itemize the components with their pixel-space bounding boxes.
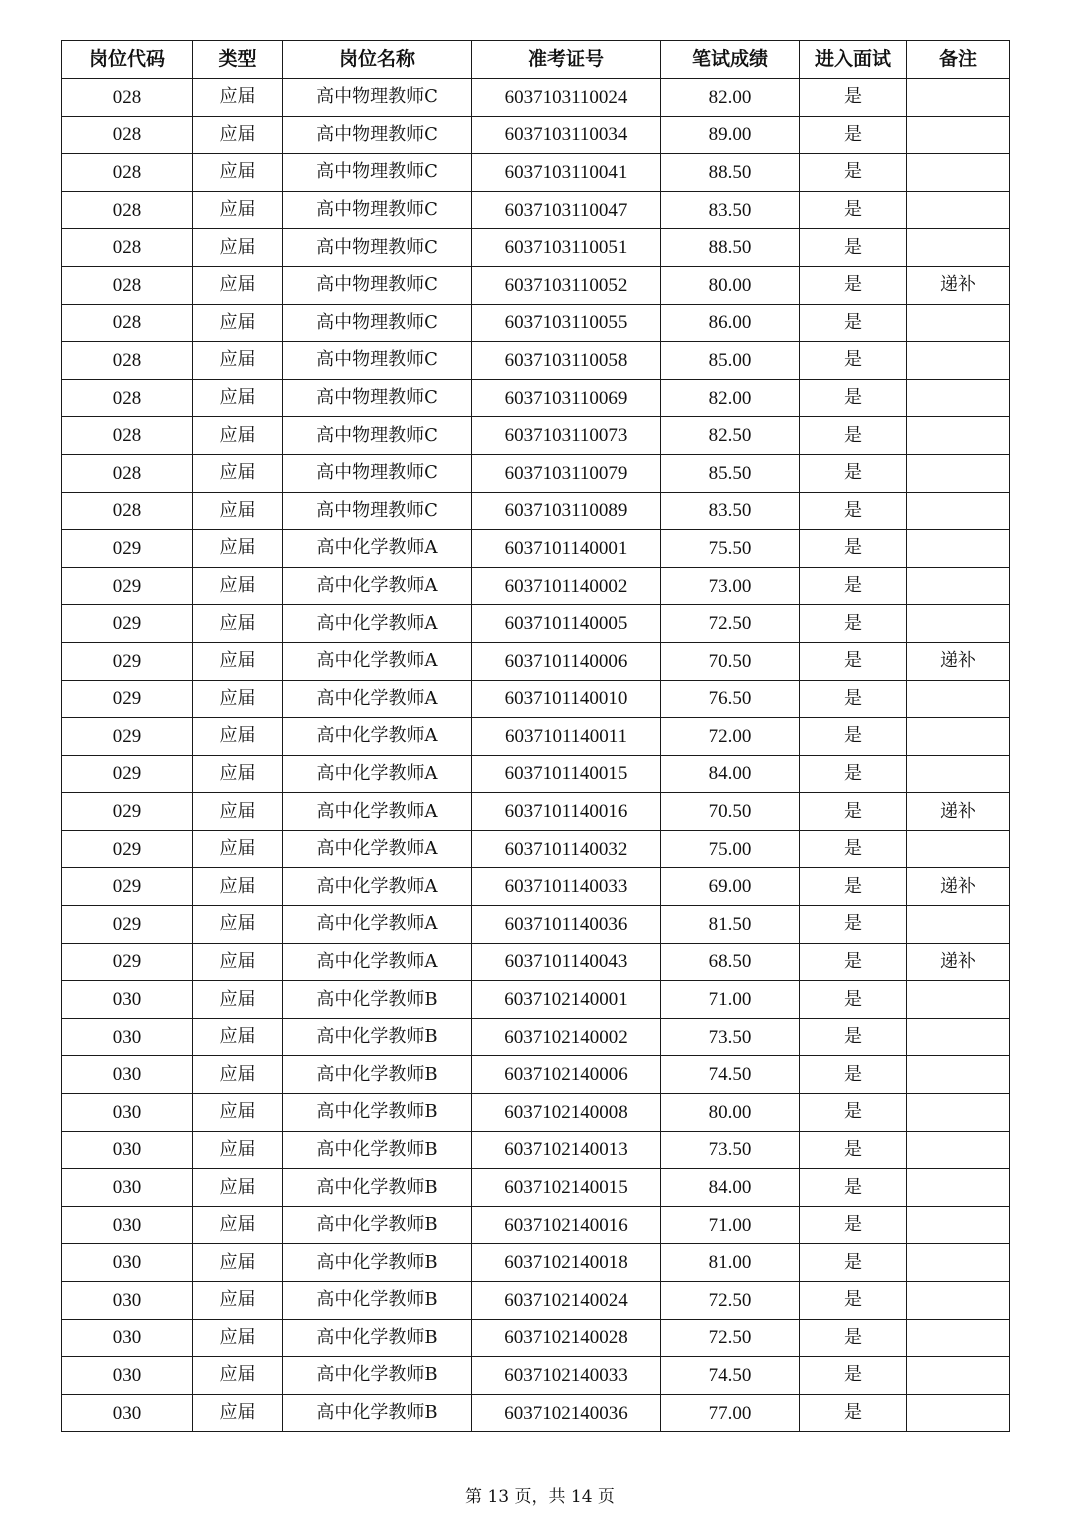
- remarks-cell: 递补: [907, 793, 1010, 831]
- admission-number-cell: 6037102140033: [472, 1357, 661, 1395]
- admission-number-cell: 6037102140015: [472, 1169, 661, 1207]
- admission-number-cell: 6037102140024: [472, 1282, 661, 1320]
- interview-cell: 是: [800, 605, 907, 643]
- post-code-cell: 029: [62, 755, 193, 793]
- type-cell: 应届: [193, 1282, 283, 1320]
- table-row: [62, 1094, 1010, 1132]
- table-row: [62, 492, 1010, 530]
- post-code-cell: 029: [62, 567, 193, 605]
- admission-number-cell: 6037103110089: [472, 492, 661, 530]
- type-cell: 应届: [193, 642, 283, 680]
- remarks-cell: [907, 605, 1010, 643]
- table-row: [62, 1282, 1010, 1320]
- remarks-cell: 递补: [907, 943, 1010, 981]
- interview-cell: 是: [800, 492, 907, 530]
- table-row: [62, 229, 1010, 267]
- post-code-cell: 029: [62, 680, 193, 718]
- remarks-cell: [907, 342, 1010, 380]
- post-code-cell: 030: [62, 1282, 193, 1320]
- type-cell: 应届: [193, 417, 283, 455]
- post-code-cell: 030: [62, 1018, 193, 1056]
- interview-cell: 是: [800, 1056, 907, 1094]
- type-cell: 应届: [193, 116, 283, 154]
- post-code-cell: 029: [62, 793, 193, 831]
- remarks-cell: [907, 191, 1010, 229]
- post-name-cell: 高中化学教师B: [283, 1169, 472, 1207]
- admission-number-cell: 6037101140032: [472, 830, 661, 868]
- results-table: [61, 40, 1010, 1432]
- admission-number-cell: 6037103110069: [472, 379, 661, 417]
- written-score-cell: 82.50: [661, 417, 800, 455]
- type-cell: 应届: [193, 1169, 283, 1207]
- post-name-cell: 高中物理教师C: [283, 417, 472, 455]
- type-cell: 应届: [193, 1394, 283, 1432]
- admission-number-cell: 6037103110047: [472, 191, 661, 229]
- post-code-cell: 029: [62, 530, 193, 568]
- post-name-cell: 高中化学教师B: [283, 1094, 472, 1132]
- post-code-cell: 028: [62, 79, 193, 117]
- written-score-cell: 81.50: [661, 906, 800, 944]
- table-row: [62, 793, 1010, 831]
- table-row: [62, 868, 1010, 906]
- admission-number-cell: 6037102140018: [472, 1244, 661, 1282]
- admission-number-cell: 6037101140001: [472, 530, 661, 568]
- interview-cell: 是: [800, 304, 907, 342]
- remarks-cell: 递补: [907, 266, 1010, 304]
- type-cell: 应届: [193, 605, 283, 643]
- interview-cell: 是: [800, 830, 907, 868]
- remarks-cell: [907, 454, 1010, 492]
- type-cell: 应届: [193, 379, 283, 417]
- post-code-cell: 030: [62, 1357, 193, 1395]
- admission-number-cell: 6037102140016: [472, 1206, 661, 1244]
- table-row: [62, 342, 1010, 380]
- type-cell: 应届: [193, 1131, 283, 1169]
- written-score-cell: 72.50: [661, 1282, 800, 1320]
- post-code-cell: 028: [62, 229, 193, 267]
- table-row: [62, 530, 1010, 568]
- interview-cell: 是: [800, 1131, 907, 1169]
- type-cell: 应届: [193, 1018, 283, 1056]
- header-interview: 进入面试: [800, 41, 907, 79]
- written-score-cell: 70.50: [661, 793, 800, 831]
- post-name-cell: 高中化学教师A: [283, 605, 472, 643]
- page-footer: 第 13 页，共 14 页: [465, 1487, 615, 1507]
- table-row: [62, 1206, 1010, 1244]
- table-row: [62, 680, 1010, 718]
- written-score-cell: 75.50: [661, 530, 800, 568]
- interview-cell: 是: [800, 1357, 907, 1395]
- admission-number-cell: 6037101140016: [472, 793, 661, 831]
- post-code-cell: 029: [62, 943, 193, 981]
- admission-number-cell: 6037103110079: [472, 454, 661, 492]
- type-cell: 应届: [193, 454, 283, 492]
- header-type: 类型: [193, 41, 283, 79]
- type-cell: 应届: [193, 680, 283, 718]
- remarks-cell: [907, 379, 1010, 417]
- type-cell: 应届: [193, 567, 283, 605]
- post-name-cell: 高中化学教师A: [283, 793, 472, 831]
- post-name-cell: 高中化学教师B: [283, 1018, 472, 1056]
- interview-cell: 是: [800, 1394, 907, 1432]
- post-code-cell: 030: [62, 981, 193, 1019]
- interview-cell: 是: [800, 191, 907, 229]
- written-score-cell: 84.00: [661, 1169, 800, 1207]
- interview-cell: 是: [800, 79, 907, 117]
- post-code-cell: 028: [62, 379, 193, 417]
- table-row: [62, 1357, 1010, 1395]
- type-cell: 应届: [193, 154, 283, 192]
- type-cell: 应届: [193, 868, 283, 906]
- remarks-cell: [907, 906, 1010, 944]
- table-row: [62, 79, 1010, 117]
- table-row: [62, 379, 1010, 417]
- interview-cell: 是: [800, 868, 907, 906]
- interview-cell: 是: [800, 567, 907, 605]
- type-cell: 应届: [193, 943, 283, 981]
- post-name-cell: 高中化学教师A: [283, 755, 472, 793]
- written-score-cell: 73.00: [661, 567, 800, 605]
- post-name-cell: 高中化学教师A: [283, 718, 472, 756]
- remarks-cell: [907, 1094, 1010, 1132]
- type-cell: 应届: [193, 793, 283, 831]
- post-name-cell: 高中化学教师B: [283, 1206, 472, 1244]
- interview-cell: 是: [800, 417, 907, 455]
- post-code-cell: 029: [62, 718, 193, 756]
- table-body: [62, 79, 1010, 1432]
- post-name-cell: 高中化学教师B: [283, 1394, 472, 1432]
- remarks-cell: [907, 1018, 1010, 1056]
- post-name-cell: 高中化学教师A: [283, 868, 472, 906]
- post-code-cell: 030: [62, 1206, 193, 1244]
- remarks-cell: [907, 1282, 1010, 1320]
- interview-cell: 是: [800, 680, 907, 718]
- type-cell: 应届: [193, 755, 283, 793]
- table-row: [62, 417, 1010, 455]
- post-name-cell: 高中化学教师B: [283, 1319, 472, 1357]
- written-score-cell: 70.50: [661, 642, 800, 680]
- post-code-cell: 028: [62, 154, 193, 192]
- remarks-cell: [907, 1244, 1010, 1282]
- written-score-cell: 72.50: [661, 605, 800, 643]
- written-score-cell: 88.50: [661, 154, 800, 192]
- written-score-cell: 71.00: [661, 1206, 800, 1244]
- interview-cell: 是: [800, 116, 907, 154]
- post-name-cell: 高中化学教师B: [283, 1282, 472, 1320]
- post-code-cell: 029: [62, 642, 193, 680]
- post-code-cell: 030: [62, 1169, 193, 1207]
- table-row: [62, 943, 1010, 981]
- interview-cell: 是: [800, 454, 907, 492]
- post-name-cell: 高中化学教师A: [283, 830, 472, 868]
- post-name-cell: 高中化学教师A: [283, 906, 472, 944]
- written-score-cell: 81.00: [661, 1244, 800, 1282]
- type-cell: 应届: [193, 492, 283, 530]
- interview-cell: 是: [800, 1206, 907, 1244]
- post-name-cell: 高中物理教师C: [283, 229, 472, 267]
- type-cell: 应届: [193, 1319, 283, 1357]
- admission-number-cell: 6037103110041: [472, 154, 661, 192]
- post-name-cell: 高中物理教师C: [283, 492, 472, 530]
- post-name-cell: 高中化学教师A: [283, 567, 472, 605]
- interview-cell: 是: [800, 229, 907, 267]
- interview-cell: 是: [800, 793, 907, 831]
- post-name-cell: 高中物理教师C: [283, 116, 472, 154]
- table-row: [62, 718, 1010, 756]
- post-code-cell: 029: [62, 868, 193, 906]
- admission-number-cell: 6037103110073: [472, 417, 661, 455]
- table-row: [62, 191, 1010, 229]
- post-code-cell: 028: [62, 454, 193, 492]
- written-score-cell: 73.50: [661, 1131, 800, 1169]
- header-remarks: 备注: [907, 41, 1010, 79]
- remarks-cell: [907, 981, 1010, 1019]
- written-score-cell: 68.50: [661, 943, 800, 981]
- interview-cell: 是: [800, 981, 907, 1019]
- post-name-cell: 高中物理教师C: [283, 379, 472, 417]
- remarks-cell: 递补: [907, 642, 1010, 680]
- post-code-cell: 030: [62, 1244, 193, 1282]
- post-name-cell: 高中化学教师B: [283, 1056, 472, 1094]
- post-name-cell: 高中物理教师C: [283, 454, 472, 492]
- interview-cell: 是: [800, 530, 907, 568]
- table-row: [62, 642, 1010, 680]
- interview-cell: 是: [800, 1282, 907, 1320]
- table-row: [62, 567, 1010, 605]
- admission-number-cell: 6037102140002: [472, 1018, 661, 1056]
- remarks-cell: [907, 680, 1010, 718]
- remarks-cell: [907, 79, 1010, 117]
- header-post-code: 岗位代码: [62, 41, 193, 79]
- interview-cell: 是: [800, 379, 907, 417]
- remarks-cell: [907, 304, 1010, 342]
- post-name-cell: 高中化学教师B: [283, 1244, 472, 1282]
- remarks-cell: [907, 1206, 1010, 1244]
- written-score-cell: 88.50: [661, 229, 800, 267]
- admission-number-cell: 6037101140011: [472, 718, 661, 756]
- table-row: [62, 1244, 1010, 1282]
- type-cell: 应届: [193, 266, 283, 304]
- remarks-cell: [907, 718, 1010, 756]
- admission-number-cell: 6037103110055: [472, 304, 661, 342]
- post-code-cell: 028: [62, 191, 193, 229]
- written-score-cell: 76.50: [661, 680, 800, 718]
- interview-cell: 是: [800, 342, 907, 380]
- post-name-cell: 高中物理教师C: [283, 79, 472, 117]
- admission-number-cell: 6037102140028: [472, 1319, 661, 1357]
- table-row: [62, 1394, 1010, 1432]
- written-score-cell: 82.00: [661, 79, 800, 117]
- interview-cell: 是: [800, 1244, 907, 1282]
- table-row: [62, 1056, 1010, 1094]
- remarks-cell: 递补: [907, 868, 1010, 906]
- type-cell: 应届: [193, 718, 283, 756]
- table-row: [62, 1018, 1010, 1056]
- post-code-cell: 030: [62, 1094, 193, 1132]
- table-row: [62, 266, 1010, 304]
- type-cell: 应届: [193, 530, 283, 568]
- post-name-cell: 高中化学教师A: [283, 943, 472, 981]
- written-score-cell: 75.00: [661, 830, 800, 868]
- remarks-cell: [907, 492, 1010, 530]
- remarks-cell: [907, 116, 1010, 154]
- table-row: [62, 605, 1010, 643]
- table-row: [62, 830, 1010, 868]
- written-score-cell: 85.50: [661, 454, 800, 492]
- type-cell: 应届: [193, 1056, 283, 1094]
- type-cell: 应届: [193, 79, 283, 117]
- written-score-cell: 89.00: [661, 116, 800, 154]
- written-score-cell: 74.50: [661, 1357, 800, 1395]
- admission-number-cell: 6037101140033: [472, 868, 661, 906]
- interview-cell: 是: [800, 755, 907, 793]
- written-score-cell: 71.00: [661, 981, 800, 1019]
- type-cell: 应届: [193, 1244, 283, 1282]
- remarks-cell: [907, 567, 1010, 605]
- written-score-cell: 69.00: [661, 868, 800, 906]
- table-row: [62, 116, 1010, 154]
- interview-cell: 是: [800, 906, 907, 944]
- written-score-cell: 82.00: [661, 379, 800, 417]
- interview-cell: 是: [800, 1319, 907, 1357]
- written-score-cell: 85.00: [661, 342, 800, 380]
- written-score-cell: 77.00: [661, 1394, 800, 1432]
- table-row: [62, 154, 1010, 192]
- post-code-cell: 028: [62, 342, 193, 380]
- post-name-cell: 高中物理教师C: [283, 266, 472, 304]
- table-row: [62, 1319, 1010, 1357]
- remarks-cell: [907, 1357, 1010, 1395]
- post-code-cell: 028: [62, 116, 193, 154]
- interview-cell: 是: [800, 1018, 907, 1056]
- post-code-cell: 029: [62, 605, 193, 643]
- table-row: [62, 906, 1010, 944]
- remarks-cell: [907, 1169, 1010, 1207]
- admission-number-cell: 6037101140036: [472, 906, 661, 944]
- remarks-cell: [907, 1056, 1010, 1094]
- written-score-cell: 72.00: [661, 718, 800, 756]
- post-name-cell: 高中化学教师A: [283, 680, 472, 718]
- remarks-cell: [907, 229, 1010, 267]
- interview-cell: 是: [800, 943, 907, 981]
- remarks-cell: [907, 154, 1010, 192]
- header-post-name: 岗位名称: [283, 41, 472, 79]
- admission-number-cell: 6037101140006: [472, 642, 661, 680]
- table-row: [62, 1169, 1010, 1207]
- admission-number-cell: 6037102140006: [472, 1056, 661, 1094]
- type-cell: 应届: [193, 229, 283, 267]
- post-name-cell: 高中化学教师A: [283, 642, 472, 680]
- written-score-cell: 84.00: [661, 755, 800, 793]
- type-cell: 应届: [193, 1206, 283, 1244]
- post-name-cell: 高中化学教师B: [283, 981, 472, 1019]
- post-code-cell: 030: [62, 1394, 193, 1432]
- type-cell: 应届: [193, 191, 283, 229]
- type-cell: 应届: [193, 1094, 283, 1132]
- admission-number-cell: 6037102140036: [472, 1394, 661, 1432]
- post-code-cell: 028: [62, 304, 193, 342]
- table-row: [62, 304, 1010, 342]
- written-score-cell: 74.50: [661, 1056, 800, 1094]
- remarks-cell: [907, 830, 1010, 868]
- admission-number-cell: 6037102140001: [472, 981, 661, 1019]
- post-name-cell: 高中化学教师A: [283, 530, 472, 568]
- type-cell: 应届: [193, 304, 283, 342]
- post-code-cell: 030: [62, 1131, 193, 1169]
- admission-number-cell: 6037101140002: [472, 567, 661, 605]
- type-cell: 应届: [193, 906, 283, 944]
- type-cell: 应届: [193, 342, 283, 380]
- admission-number-cell: 6037101140043: [472, 943, 661, 981]
- remarks-cell: [907, 755, 1010, 793]
- header-row: [62, 41, 1010, 79]
- type-cell: 应届: [193, 1357, 283, 1395]
- table-row: [62, 755, 1010, 793]
- post-code-cell: 028: [62, 266, 193, 304]
- post-name-cell: 高中物理教师C: [283, 304, 472, 342]
- interview-cell: 是: [800, 718, 907, 756]
- table-row: [62, 981, 1010, 1019]
- interview-cell: 是: [800, 642, 907, 680]
- written-score-cell: 86.00: [661, 304, 800, 342]
- interview-cell: 是: [800, 154, 907, 192]
- post-code-cell: 028: [62, 417, 193, 455]
- type-cell: 应届: [193, 981, 283, 1019]
- written-score-cell: 73.50: [661, 1018, 800, 1056]
- post-code-cell: 030: [62, 1319, 193, 1357]
- written-score-cell: 80.00: [661, 266, 800, 304]
- remarks-cell: [907, 1319, 1010, 1357]
- post-name-cell: 高中物理教师C: [283, 342, 472, 380]
- remarks-cell: [907, 1131, 1010, 1169]
- admission-number-cell: 6037103110034: [472, 116, 661, 154]
- admission-number-cell: 6037101140005: [472, 605, 661, 643]
- post-code-cell: 029: [62, 906, 193, 944]
- interview-cell: 是: [800, 1169, 907, 1207]
- written-score-cell: 80.00: [661, 1094, 800, 1132]
- interview-cell: 是: [800, 1094, 907, 1132]
- admission-number-cell: 6037103110024: [472, 79, 661, 117]
- table-row: [62, 1131, 1010, 1169]
- admission-number-cell: 6037101140015: [472, 755, 661, 793]
- admission-number-cell: 6037103110052: [472, 266, 661, 304]
- remarks-cell: [907, 417, 1010, 455]
- type-cell: 应届: [193, 830, 283, 868]
- admission-number-cell: 6037103110058: [472, 342, 661, 380]
- header-written-score: 笔试成绩: [661, 41, 800, 79]
- post-code-cell: 029: [62, 830, 193, 868]
- post-name-cell: 高中物理教师C: [283, 154, 472, 192]
- post-code-cell: 030: [62, 1056, 193, 1094]
- admission-number-cell: 6037102140013: [472, 1131, 661, 1169]
- header-admission-number: 准考证号: [472, 41, 661, 79]
- remarks-cell: [907, 1394, 1010, 1432]
- post-name-cell: 高中化学教师B: [283, 1131, 472, 1169]
- post-name-cell: 高中化学教师B: [283, 1357, 472, 1395]
- written-score-cell: 83.50: [661, 191, 800, 229]
- admission-number-cell: 6037103110051: [472, 229, 661, 267]
- admission-number-cell: 6037102140008: [472, 1094, 661, 1132]
- post-code-cell: 028: [62, 492, 193, 530]
- admission-number-cell: 6037101140010: [472, 680, 661, 718]
- written-score-cell: 72.50: [661, 1319, 800, 1357]
- post-name-cell: 高中物理教师C: [283, 191, 472, 229]
- written-score-cell: 83.50: [661, 492, 800, 530]
- table-row: [62, 454, 1010, 492]
- remarks-cell: [907, 530, 1010, 568]
- interview-cell: 是: [800, 266, 907, 304]
